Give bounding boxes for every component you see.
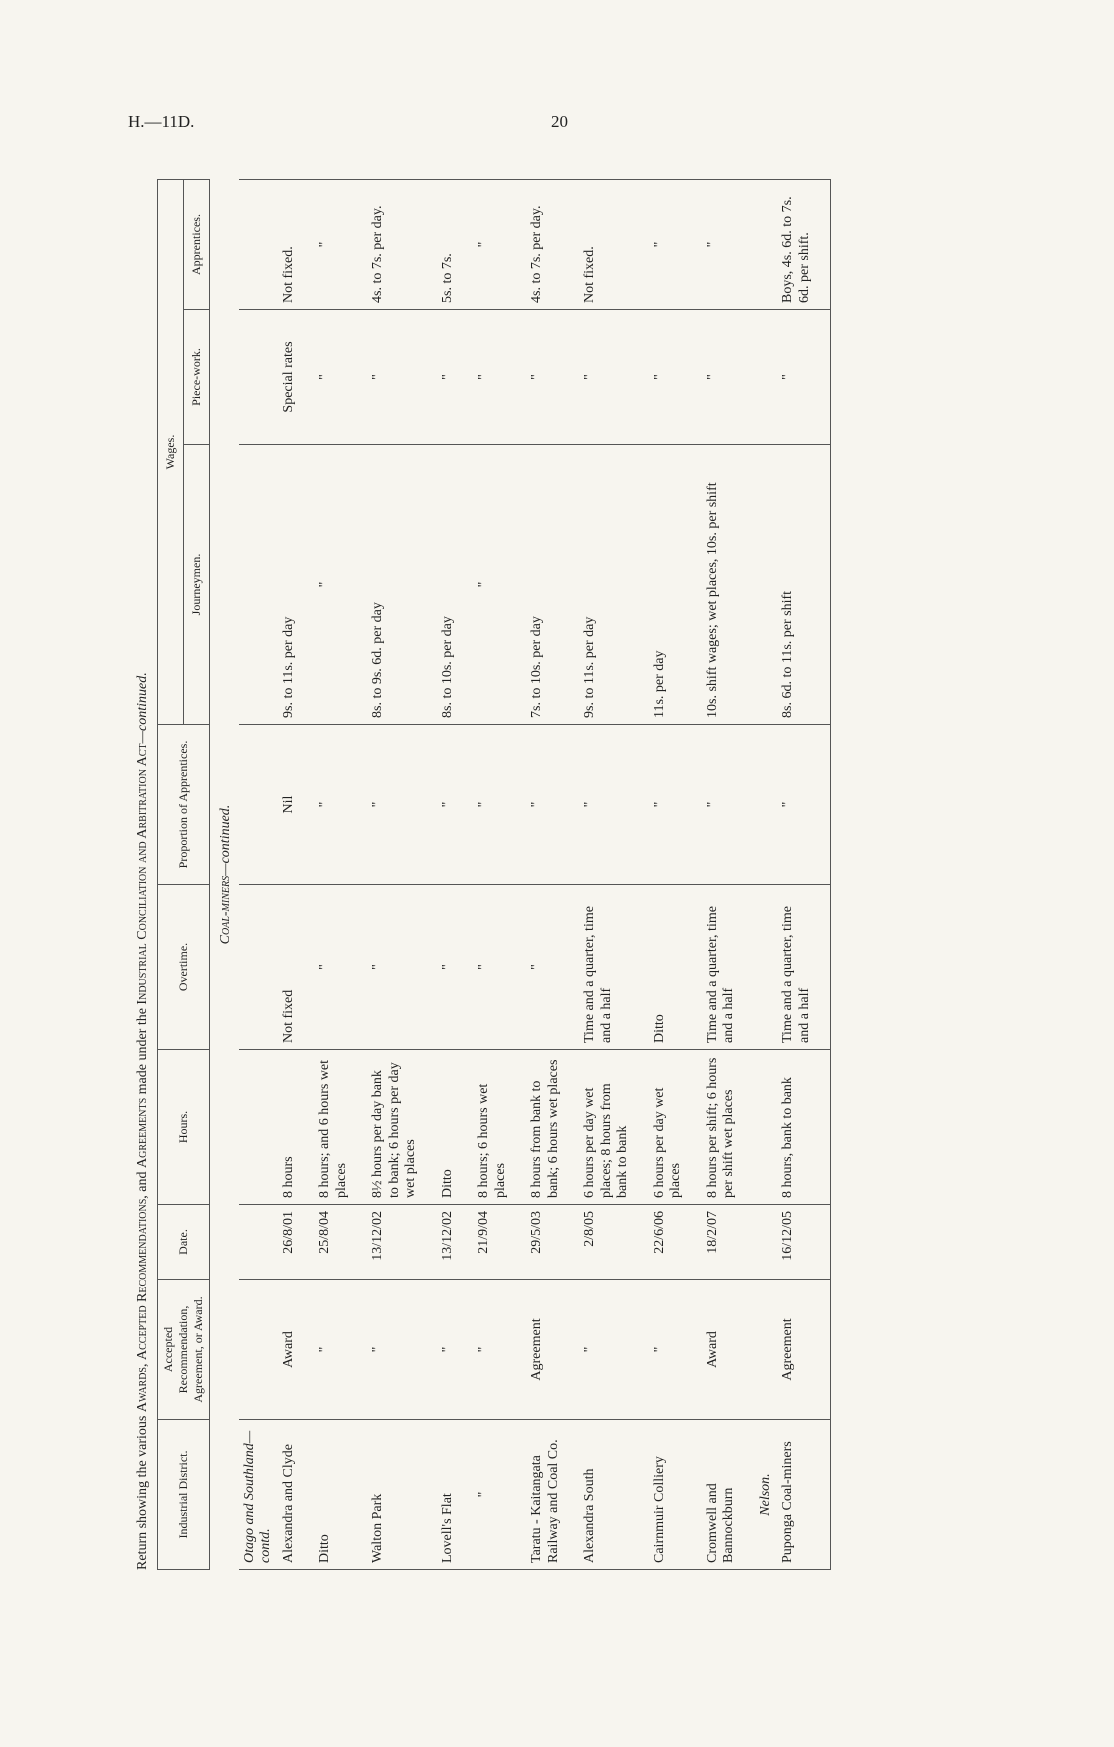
cell-district: Alexandra and Clyde — [278, 1420, 301, 1570]
cell-district: Walton Park — [367, 1420, 423, 1570]
cell-date: 26/8/01 — [278, 1205, 301, 1280]
table-row — [649, 180, 688, 1570]
cell-accepted: " — [649, 1280, 688, 1420]
cell-date: 22/6/06 — [649, 1205, 688, 1280]
table-row — [437, 180, 460, 1570]
cell-proportion: " — [314, 725, 353, 885]
cell-proportion: " — [473, 725, 512, 885]
cell-apprentices: 4s. to 7s. per day. — [526, 180, 565, 310]
page-number: 20 — [551, 112, 568, 131]
cell-district: Taratu - Kaitangata Railway and Coal Co. — [526, 1420, 565, 1570]
table-row — [367, 180, 423, 1570]
cell-journeymen: 8s. 6d. to 11s. per shift — [777, 445, 816, 725]
cell-journeymen: " — [314, 445, 353, 725]
cell-overtime: Not fixed — [278, 885, 301, 1050]
cell-district: " — [473, 1420, 512, 1570]
table-row — [314, 180, 353, 1570]
cell-accepted: Agreement — [777, 1280, 816, 1420]
cell-proportion: " — [367, 725, 423, 885]
rotated-table-page — [135, 170, 895, 1590]
cell-district: Ditto — [314, 1420, 353, 1570]
cell-accepted: " — [314, 1280, 353, 1420]
cell-hours: 8 hours from bank to bank; 6 hours wet places — [526, 1050, 565, 1205]
cell-overtime: " — [473, 885, 512, 1050]
wages-table — [157, 179, 831, 1570]
cell-hours: 6 hours per day wet places — [649, 1050, 688, 1205]
section-heading: Coal-miners — [218, 875, 233, 945]
cell-hours: 8 hours, bank to bank — [777, 1050, 816, 1205]
cell-accepted: " — [437, 1280, 460, 1420]
cell-hours: Ditto — [437, 1050, 460, 1205]
document-reference: H.—11D. — [128, 112, 195, 131]
table-row — [777, 180, 816, 1570]
cell-journeymen: 9s. to 11s. per day — [579, 445, 635, 725]
cell-district: Cromwell and Bannockburn — [702, 1420, 741, 1570]
table-row — [526, 180, 565, 1570]
col-proportion: Proportion of Apprentices. — [158, 725, 210, 885]
cell-piecework: " — [526, 310, 565, 445]
cell-accepted: " — [367, 1280, 423, 1420]
cell-district: Alexandra South — [579, 1420, 635, 1570]
cell-date: 2/8/05 — [579, 1205, 635, 1280]
cell-proportion: " — [437, 725, 460, 885]
cell-hours: 8 hours; and 6 hours wet places — [314, 1050, 353, 1205]
region-row — [755, 180, 778, 1570]
col-apprentices: Apprentices. — [184, 180, 210, 310]
cell-date: 13/12/02 — [437, 1205, 460, 1280]
cell-hours: 8 hours; 6 hours wet places — [473, 1050, 512, 1205]
cell-hours: 8 hours — [278, 1050, 301, 1205]
cell-journeymen: 8s. to 9s. 6d. per day — [367, 445, 423, 725]
region-nelson: Nelson. — [755, 1420, 778, 1570]
cell-apprentices: " — [702, 180, 741, 310]
cell-date: 16/12/05 — [777, 1205, 816, 1280]
table-title: Return showing the various Awards, Accepted Recommendations, and Agreements made under the Industrial Conciliation and Arbitration Act—continued. — [135, 672, 150, 1570]
cell-accepted: " — [579, 1280, 635, 1420]
cell-accepted: Agreement — [526, 1280, 565, 1420]
cell-proportion: " — [777, 725, 816, 885]
cell-journeymen: 7s. to 10s. per day — [526, 445, 565, 725]
cell-apprentices: " — [649, 180, 688, 310]
cell-piecework: " — [579, 310, 635, 445]
cell-date: 18/2/07 — [702, 1205, 741, 1280]
table-row — [473, 180, 512, 1570]
cell-piecework: " — [473, 310, 512, 445]
cell-overtime: " — [314, 885, 353, 1050]
col-piecework: Piece-work. — [184, 310, 210, 445]
cell-district: Puponga Coal-miners — [777, 1420, 816, 1570]
cell-date: 29/5/03 — [526, 1205, 565, 1280]
col-accepted: Accepted Recommendation, Agreement, or Award. — [158, 1280, 210, 1420]
section-heading-row: Coal-miners—continued. — [218, 804, 233, 945]
cell-apprentices: Not fixed. — [579, 180, 635, 310]
col-district: Industrial District. — [158, 1420, 210, 1570]
cell-proportion: " — [649, 725, 688, 885]
cell-piecework: " — [649, 310, 688, 445]
cell-overtime: Time and a quarter, time and a half — [777, 885, 816, 1050]
cell-apprentices: " — [314, 180, 353, 310]
cell-district: Lovell's Flat — [437, 1420, 460, 1570]
cell-apprentices: 4s. to 7s. per day. — [367, 180, 423, 310]
region-otago: Otago and Southland—contd. — [239, 1420, 278, 1570]
cell-journeymen: " — [473, 445, 512, 725]
cell-apprentices: Not fixed. — [278, 180, 301, 310]
cell-proportion: Nil — [278, 725, 301, 885]
col-overtime: Overtime. — [158, 885, 210, 1050]
cell-hours: 8½ hours per day bank to bank; 6 hours per day wet places — [367, 1050, 423, 1205]
col-hours: Hours. — [158, 1050, 210, 1205]
cell-piecework: " — [314, 310, 353, 445]
col-date: Date. — [158, 1205, 210, 1280]
cell-piecework: " — [367, 310, 423, 445]
cell-accepted: Award — [278, 1280, 301, 1420]
cell-piecework: " — [777, 310, 816, 445]
cell-piecework: " — [437, 310, 460, 445]
cell-date: 13/12/02 — [367, 1205, 423, 1280]
cell-overtime: Ditto — [649, 885, 688, 1050]
cell-proportion: " — [579, 725, 635, 885]
cell-date: 21/9/04 — [473, 1205, 512, 1280]
cell-journeymen: 8s. to 10s. per day — [437, 445, 460, 725]
cell-journeymen: 11s. per day — [649, 445, 688, 725]
col-journeymen: Journeymen. — [184, 445, 210, 725]
cell-overtime: Time and a quarter, time and a half — [702, 885, 741, 1050]
cell-journeymen: 9s. to 11s. per day — [278, 445, 301, 725]
table-row — [579, 180, 635, 1570]
cell-accepted: Award — [702, 1280, 741, 1420]
cell-overtime: " — [437, 885, 460, 1050]
cell-apprentices: Boys, 4s. 6d. to 7s. 6d. per shift. — [777, 180, 816, 310]
cell-proportion: " — [702, 725, 741, 885]
cell-journeymen: 10s. shift wages; wet places, 10s. per shift — [702, 445, 741, 725]
table-row — [702, 180, 741, 1570]
table-row — [278, 180, 301, 1570]
cell-apprentices: " — [473, 180, 512, 310]
cell-proportion: " — [526, 725, 565, 885]
cell-accepted: " — [473, 1280, 512, 1420]
page-header — [128, 112, 568, 132]
cell-piecework: " — [702, 310, 741, 445]
cell-date: 25/8/04 — [314, 1205, 353, 1280]
col-wages: Wages. — [158, 180, 184, 725]
region-row — [239, 180, 278, 1570]
cell-hours: 6 hours per day wet places; 8 hours from bank to bank — [579, 1050, 635, 1205]
cell-overtime: " — [367, 885, 423, 1050]
cell-overtime: " — [526, 885, 565, 1050]
cell-hours: 8 hours per shift; 6 hours per shift wet places — [702, 1050, 741, 1205]
cell-piecework: Special rates — [278, 310, 301, 445]
cell-overtime: Time and a quarter, time and a half — [579, 885, 635, 1050]
cell-district: Cairnmuir Colliery — [649, 1420, 688, 1570]
cell-apprentices: 5s. to 7s. — [437, 180, 460, 310]
